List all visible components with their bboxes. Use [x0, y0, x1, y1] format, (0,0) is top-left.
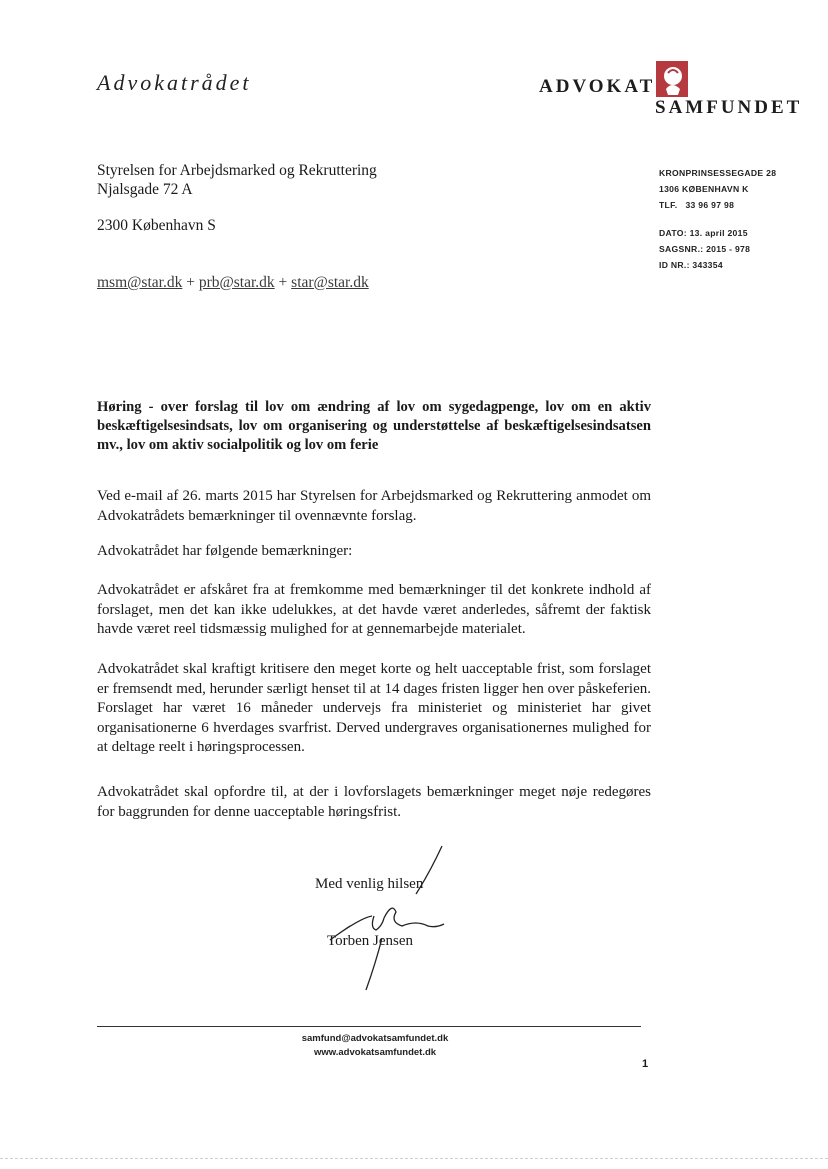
advokatraadet-brand: Advokatrådet	[97, 70, 252, 95]
footer-rule	[97, 1026, 641, 1027]
sender-block	[659, 165, 776, 273]
letter-date: DATO: 13. april 2015	[659, 228, 748, 238]
body-paragraph-2: Advokatrådet har følgende bemærkninger:	[97, 543, 353, 559]
email-link-star[interactable]: star@star.dk	[291, 274, 369, 291]
body-paragraph-1: Ved e-mail af 26. marts 2015 har Styrelsen for Arbejdsmarked og Rekruttering anmodet om Advokatrådets bemærkninger til ovennævnte forslag.	[97, 488, 651, 524]
subject-heading: Høring - over forslag til lov om ændring af lov om sygedagpenge, lov om en aktiv beskæftigelsesindsats, lov om organisering og understøttelse af beskæftigelsesindsatsen mv., lov om aktiv socialpolitik og lov om ferie	[97, 399, 651, 453]
recipient-address	[97, 161, 377, 199]
email-link-msm[interactable]: msm@star.dk	[97, 274, 183, 291]
body-paragraph-4: Advokatrådet skal kraftigt kritisere den meget korte og helt uacceptable frist, som forslaget er fremsendt med, herunder særligt henset til at 14 dages fristen ligger hen over påskeferien. Forslaget har været 16 måneder undervejs fra ministeriet og ministeriet har givet organisationerne 6 hverdages svarfrist. Derved undergraves organisationernes mulighed for at deltage reelt i høringsprocessen.	[97, 661, 651, 755]
footer-web-link[interactable]: www.advokatsamfundet.dk	[313, 1047, 437, 1058]
scan-edge-line	[0, 1158, 828, 1162]
body-paragraph-5: Advokatrådet skal opfordre til, at der i lovforslagets bemærkninger meget nøje redegøres for baggrunden for denne uacceptable høringsfrist.	[97, 784, 651, 820]
sender-city: 1306 KØBENHAVN K	[659, 184, 749, 194]
sender-phone: TLF. 33 96 97 98	[659, 200, 735, 210]
body-paragraph-3: Advokatrådet er afskåret fra at fremkomme med bemærkninger til det konkrete indhold af forslaget, men det kan ikke udelukkes, at det havde været anderledes, såfremt der faktisk havde været reel tidsmæssig mulighed for at gennemarbejde materialet.	[97, 582, 651, 637]
page-number: 1	[642, 1058, 649, 1070]
recipient-emails	[97, 274, 369, 292]
recipient-street: Njalsgade 72 A	[97, 181, 193, 198]
plus-separator: +	[278, 274, 288, 291]
sender-street: KRONPRINSESSEGADE 28	[659, 168, 777, 178]
signer-name: Torben Jensen	[327, 933, 414, 949]
recipient-name: Styrelsen for Arbejdsmarked og Rekruttering	[97, 162, 377, 179]
recipient-city: 2300 København S	[97, 217, 216, 234]
logo-text-advokat: ADVOKAT	[539, 76, 656, 97]
logo-text-samfundet: SAMFUNDET	[655, 97, 803, 118]
footer-contact	[280, 1032, 470, 1060]
handwritten-signature	[320, 842, 450, 992]
plus-separator: +	[186, 274, 195, 291]
footer-email-link[interactable]: samfund@advokatsamfundet.dk	[301, 1033, 449, 1044]
case-number: SAGSNR.: 2015 - 978	[659, 244, 751, 254]
id-number: ID NR.: 343354	[659, 260, 723, 270]
closing-greeting: Med venlig hilsen	[315, 876, 424, 892]
email-link-prb[interactable]: prb@star.dk	[198, 274, 275, 291]
